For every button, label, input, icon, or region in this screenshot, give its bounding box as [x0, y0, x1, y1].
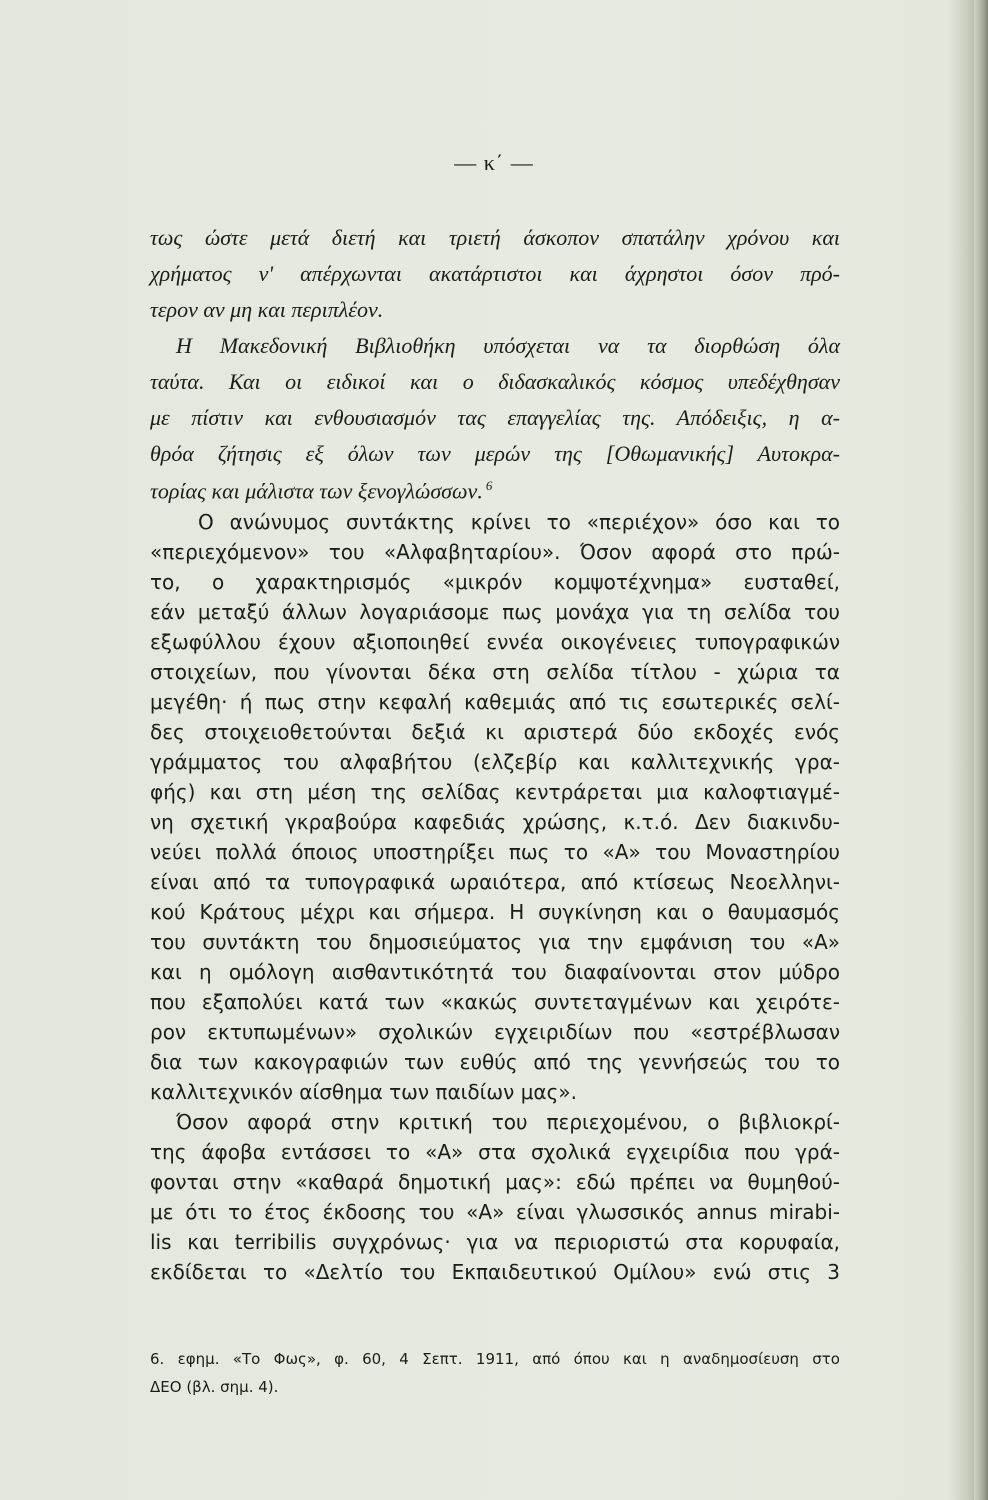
- body-line: μεγέθη· ή πως στην κεφαλή καθεμιάς από τις εσωτερικές σελί-: [150, 690, 840, 714]
- footnote-reference: 6: [485, 478, 493, 493]
- body-line: εάν μεταξύ άλλων λογαριάσομε πως μονάχα για τη σελίδα του: [150, 600, 840, 624]
- body-line: ρον εκτυπωμένων» σχολικών εγχειριδίων που «εστρέβλωσαν: [150, 1020, 840, 1044]
- body-line: «περιεχόμενον» του «Αλφαβηταρίου». Όσον αφορά στο πρώ-: [150, 540, 840, 564]
- body-line: στοιχείων, που γίνονται δέκα στη σελίδα τίτλου - χώρια τα: [150, 660, 840, 684]
- body-line: εκδίδεται το «Δελτίο του Εκπαιδευτικού Ομίλου» ενώ στις 3: [150, 1260, 840, 1284]
- body-line: νεύει πολλά όποιος υποστηρίξει πως το «Α» του Μοναστηρίου: [150, 840, 840, 864]
- page-edge-shadow: [974, 0, 988, 1500]
- body-line: είναι από τα τυπογραφικά ωραιότερα, από κτίσεως Νεοελληνι-: [150, 870, 840, 894]
- quote-line: τως ώστε μετά διετή και τριετή άσκοπον σπατάλην χρόνου και: [150, 225, 840, 250]
- body-line: Όσον αφορά στην κριτική του περιεχομένου, ο βιβλιοκρί-: [176, 1110, 840, 1134]
- body-line: το, ο χαρακτηρισμός «μικρόν κομψοτέχνημα» ευσταθεί,: [150, 570, 840, 594]
- quote-line: θρόα ζήτησις εξ όλων των μερών της [Οθωμανικής] Αυτοκρα-: [150, 441, 840, 466]
- body-line: με ότι το έτος έκδοσης του «Α» είναι γλωσσικός annus mirabi-: [150, 1200, 840, 1224]
- body-line: φής) και στη μέση της σελίδας κεντράρεται μια καλοφτιαγμέ-: [150, 780, 840, 804]
- body-line: lis και terribilis συγχρόνως· για να περιοριστώ στα κορυφαία,: [150, 1230, 840, 1254]
- body-line: γράμματος του αλφαβήτου (ελζεβίρ και καλλιτεχνικής γρα-: [150, 750, 840, 774]
- quote-line: με πίστιν και ενθουσιασμόν τας επαγγελίας της. Απόδειξις, η α-: [150, 405, 840, 430]
- quote-line: ταύτα. Και οι ειδικοί και ο διδασκαλικός κόσμος υπεδέχθησαν: [150, 369, 840, 394]
- running-head-page-number: — κ΄ —: [454, 150, 534, 175]
- quote-line: τερον αν μη και περιπλέον.: [150, 297, 384, 322]
- body-line: που εξαπολύει κατά των «κακώς συντεταγμένων και χειρότε-: [150, 990, 840, 1014]
- quote-line-last: [150, 479, 840, 502]
- body-line: φονται στην «καθαρά δημοτική μας»: εδώ πρέπει να θυμηθού-: [150, 1170, 840, 1194]
- body-line: δια των κακογραφιών των ευθύς από της γεννήσεώς του το: [150, 1050, 840, 1074]
- footnote-line: 6. εφημ. «Το Φως», φ. 60, 4 Σεπτ. 1911, από όπου και η αναδημοσίευση στο: [150, 1350, 840, 1368]
- body-line: και η ομόλογη αισθαντικότητά του διαφαίνονται στον μύδρο: [150, 960, 840, 984]
- body-line: καλλιτεχνικόν αίσθημα των παιδίων μας».: [150, 1080, 577, 1104]
- body-line: νη σχετική γκραβούρα καφεδιάς χρώσης, κ.τ.ό. Δεν διακινδυ-: [150, 810, 840, 834]
- footnote-line: ΔΕΟ (βλ. σημ. 4).: [150, 1378, 279, 1396]
- quote-line-text: τορίας και μάλιστα των ξενογλώσσων.: [150, 478, 483, 504]
- body-line: της άφοβα εντάσσει το «Α» στα σχολικά εγχειρίδια που γρά-: [150, 1140, 840, 1164]
- quote-line: Η Μακεδονική Βιβλιοθήκη υπόσχεται να τα διορθώση όλα: [176, 333, 840, 358]
- body-line: εξωφύλλου έχουν αξιοποιηθεί εννέα οικογένειες τυπογραφικών: [150, 630, 840, 654]
- body-line: Ο ανώνυμος συντάκτης κρίνει το «περιέχον» όσο και το: [198, 510, 840, 534]
- quote-line: χρήματος ν' απέρχωνται ακατάρτιστοι και άχρηστοι όσον πρό-: [150, 261, 840, 286]
- body-line: δες στοιχειοθετούνται δεξιά κι αριστερά δύο εκδοχές ενός: [150, 720, 840, 744]
- body-line: του συντάκτη του δημοσιεύματος για την εμφάνιση του «Α»: [150, 930, 840, 954]
- body-line: κού Κράτους μέχρι και σήμερα. Η συγκίνηση και ο θαυμασμός: [150, 900, 840, 924]
